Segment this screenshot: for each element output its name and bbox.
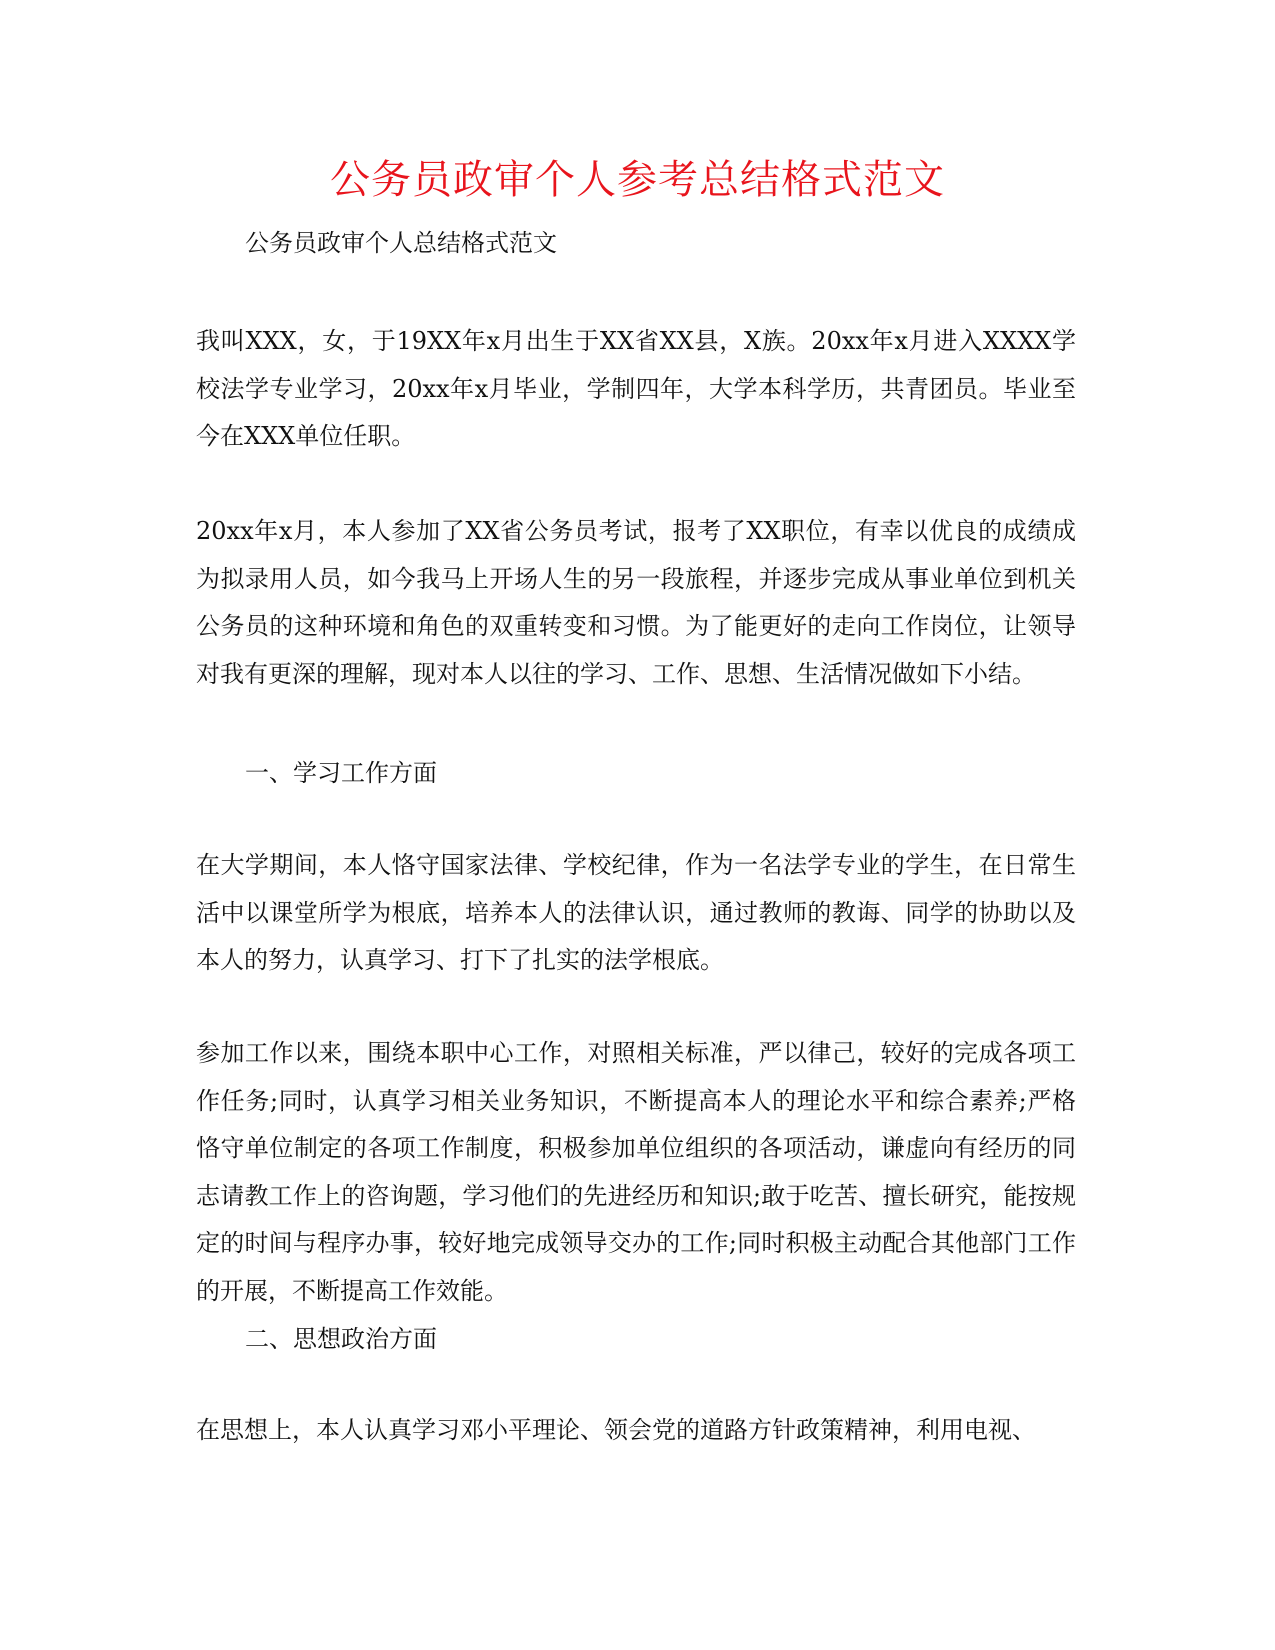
section-heading-study-work: 一、学习工作方面: [245, 759, 437, 787]
paragraph-work: 参加工作以来，围绕本职中心工作，对照相关标准，严以律己，较好的完成各项工作任务;同时，认真学习相关业务知识，不断提高本人的理论水平和综合素养;严格恪守单位制定的各项工作制度，积极参加单位组织的各项活动，谦虚向有经历的同志请教工作上的咨询题，学习他们的先进经历和知识;敢于吃苦、擅长研究，能按规定的时间与程序办事，较好地完成领导交办的工作;同时积极主动配合其他部门工作的开展，不断提高工作效能。: [196, 1039, 1076, 1305]
paragraph-exam-intro: 20xx年x月，本人参加了XX省公务员考试，报考了XX职位，有幸以优良的成绩成为拟录用人员，如今我马上开场人生的另一段旅程，并逐步完成从事业单位到机关公务员的这种环境和角色的双重转变和习惯。为了能更好的走向工作岗位，让领导对我有更深的理解，现对本人以往的学习、工作、思想、生活情况做如下小结。: [196, 517, 1076, 688]
paragraph-university: 在大学期间，本人恪守国家法律、学校纪律，作为一名法学专业的学生，在日常生活中以课堂所学为根底，培养本人的法律认识，通过教师的教诲、同学的协助以及本人的努力，认真学习、打下了扎实的法学根底。: [196, 851, 1076, 974]
document-subtitle: 公务员政审个人总结格式范文: [245, 229, 557, 257]
paragraph-thought: 在思想上，本人认真学习邓小平理论、领会党的道路方针政策精神，利用电视、: [196, 1416, 1036, 1444]
document-title: 公务员政审个人参考总结格式范文: [330, 157, 945, 203]
paragraph-personal-info: 我叫XXX，女，于19XX年x月出生于XX省XX县，X族。20xx年x月进入XXXX学校法学专业学习，20xx年x月毕业，学制四年，大学本科学历，共青团员。毕业至今在XXX单位任职。: [196, 327, 1076, 450]
section-heading-political: 二、思想政治方面: [245, 1325, 437, 1353]
